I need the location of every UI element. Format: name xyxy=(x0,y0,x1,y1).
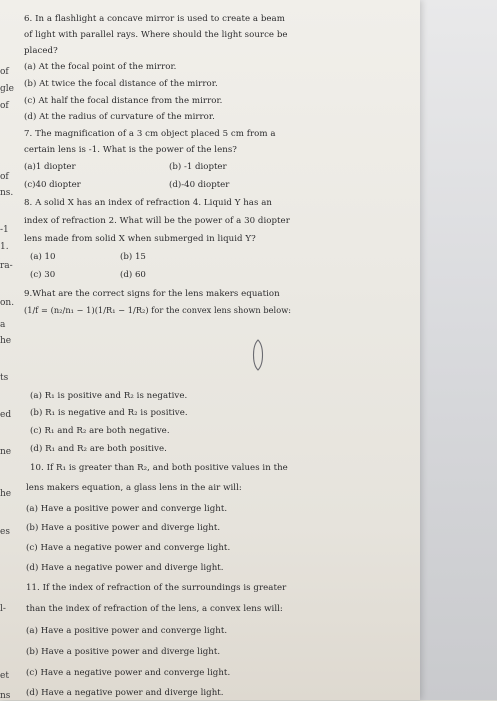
q8-options xyxy=(24,252,324,286)
q6-line3: placed? xyxy=(24,46,58,56)
q11-line1: 11. If the index of refraction of the surroundings is greater xyxy=(26,583,287,593)
q7-line2: certain lens is -1. What is the power of the lens? xyxy=(24,145,237,155)
q9-equation: (1/f = (n₂/n₁ − 1)(1/R₁ − 1/R₂) for the convex lens shown below: xyxy=(24,305,292,315)
margin-fragment: he xyxy=(0,336,12,346)
margin-fragment: ns xyxy=(0,691,11,701)
q9-option-c: (c) R₁ and R₂ are both negative. xyxy=(30,426,170,436)
margin-fragment: et xyxy=(0,671,9,681)
q10-option-a: (a) Have a positive power and converge light. xyxy=(26,504,228,514)
q7-option-c: (c)40 diopter xyxy=(24,180,81,190)
q10-option-b: (b) Have a positive power and diverge light. xyxy=(26,523,221,533)
q7-option-b: (b) -1 diopter xyxy=(169,162,227,172)
q8-option-b: (b) 15 xyxy=(120,252,146,262)
q7-options xyxy=(24,162,324,196)
previous-page-margin xyxy=(0,0,18,700)
margin-fragment: of xyxy=(0,172,9,182)
margin-fragment: ed xyxy=(0,410,12,420)
margin-fragment: ns. xyxy=(0,188,14,198)
q8-line1: 8. A solid X has an index of refraction 4. Liquid Y has an xyxy=(24,198,272,208)
margin-fragment: ts xyxy=(0,373,9,383)
q6-option-a: (a) At the focal point of the mirror. xyxy=(24,62,177,72)
margin-fragment: ne xyxy=(0,447,12,457)
q11-option-d: (d) Have a negative power and diverge light. xyxy=(26,688,224,698)
margin-fragment: of xyxy=(0,101,9,111)
margin-fragment: 1. xyxy=(0,242,9,252)
q11-line2: than the index of refraction of the lens, a convex lens will: xyxy=(26,604,283,614)
q6-option-b: (b) At twice the focal distance of the mirror. xyxy=(24,79,218,89)
q8-line2: index of refraction 2. What will be the power of a 30 diopter xyxy=(24,216,290,226)
q8-option-c: (c) 30 xyxy=(30,270,56,280)
q8-line3: lens made from solid X when submerged in liquid Y? xyxy=(24,234,256,244)
q11-option-a: (a) Have a positive power and converge light. xyxy=(26,626,228,636)
q10-option-d: (d) Have a negative power and diverge light. xyxy=(26,563,224,573)
q7-line1: 7. The magnification of a 3 cm object placed 5 cm from a xyxy=(24,129,276,139)
margin-fragment: gle xyxy=(0,84,14,94)
questions-content xyxy=(22,0,422,700)
q8-option-a: (a) 10 xyxy=(30,252,56,262)
q9-option-d: (d) R₁ and R₂ are both positive. xyxy=(30,444,167,454)
margin-fragment: he xyxy=(0,489,12,499)
margin-fragment: l- xyxy=(0,604,6,614)
q8-option-d: (d) 60 xyxy=(120,270,146,280)
q6-line1: 6. In a flashlight a concave mirror is used to create a beam xyxy=(24,14,285,24)
margin-fragment: on. xyxy=(0,298,15,308)
margin-fragment: of xyxy=(0,67,9,77)
q9-line1: 9.What are the correct signs for the lens makers equation xyxy=(24,289,280,299)
q11-option-c: (c) Have a negative power and converge light. xyxy=(26,668,231,678)
convex-lens-diagram xyxy=(246,338,270,372)
q7-option-a: (a)1 diopter xyxy=(24,162,76,172)
q10-line2: lens makers equation, a glass lens in the air will: xyxy=(26,483,242,493)
margin-fragment: es xyxy=(0,527,10,537)
q6-option-c: (c) At half the focal distance from the mirror. xyxy=(24,96,223,106)
q6-line2: of light with parallel rays. Where should the light source be xyxy=(24,30,288,40)
q6-option-d: (d) At the radius of curvature of the mirror. xyxy=(24,112,215,122)
q7-option-d: (d)-40 diopter xyxy=(169,180,230,190)
margin-fragment: -1 xyxy=(0,225,9,235)
margin-fragment: a xyxy=(0,320,6,330)
q10-option-c: (c) Have a negative power and converge light. xyxy=(26,543,231,553)
q10-line1: 10. If R₁ is greater than R₂, and both positive values in the xyxy=(30,463,288,473)
q11-option-b: (b) Have a positive power and diverge light. xyxy=(26,647,221,657)
q9-option-b: (b) R₁ is negative and R₂ is positive. xyxy=(30,408,188,418)
margin-fragment: ra- xyxy=(0,261,13,271)
q9-option-a: (a) R₁ is positive and R₂ is negative. xyxy=(30,391,188,401)
